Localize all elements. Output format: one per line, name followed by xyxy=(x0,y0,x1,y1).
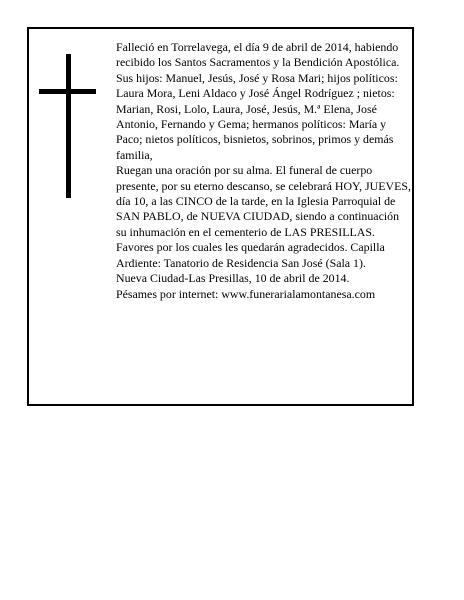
cross-icon xyxy=(39,54,96,198)
family-list: Sus hijos: Manuel, Jesús, José y Rosa Mari; hijos políticos: Laura Mora, Leni Aldaco y José Ángel Rodríguez ; nietos: Marian, Rosi, Lolo, Laura, José, Jesús, M.ª Elena, José Antonio, Fernando y Gema; hermanos políticos: María y Paco; nietos políticos, bisnietos, sobrinos, primos y demás familia, xyxy=(116,70,398,162)
cross-vertical-bar xyxy=(66,54,71,198)
notice-text xyxy=(116,40,412,302)
cross-horizontal-bar xyxy=(39,89,96,94)
place-and-date: Nueva Ciudad-Las Presillas, 10 de abril de 2014. xyxy=(116,271,350,286)
obituary-notice xyxy=(27,27,414,406)
funeral-details: Ruegan una oración por su alma. El funeral de cuerpo presente, por su eterno descanso, se celebrará HOY, JUEVES, día 10, a las CINCO de la tarde, en la Iglesia Parroquial de SAN PABLO, de NUEVA CIUDAD, siendo a continuación su inhumación en el cementerio de LAS PRESILLAS. Favores por los cuales les quedarán agradecidos. Capilla Ardiente: Tanatorio de Residencia San José (Sala 1). xyxy=(116,163,411,270)
death-announcement: Falleció en Torrelavega, el día 9 de abril de 2014, habiendo recibido los Santos Sacramentos y la Bendición Apostólica. xyxy=(116,40,400,70)
condolences-website: Pésames por internet: www.funerarialamontanesa.com xyxy=(116,286,376,301)
